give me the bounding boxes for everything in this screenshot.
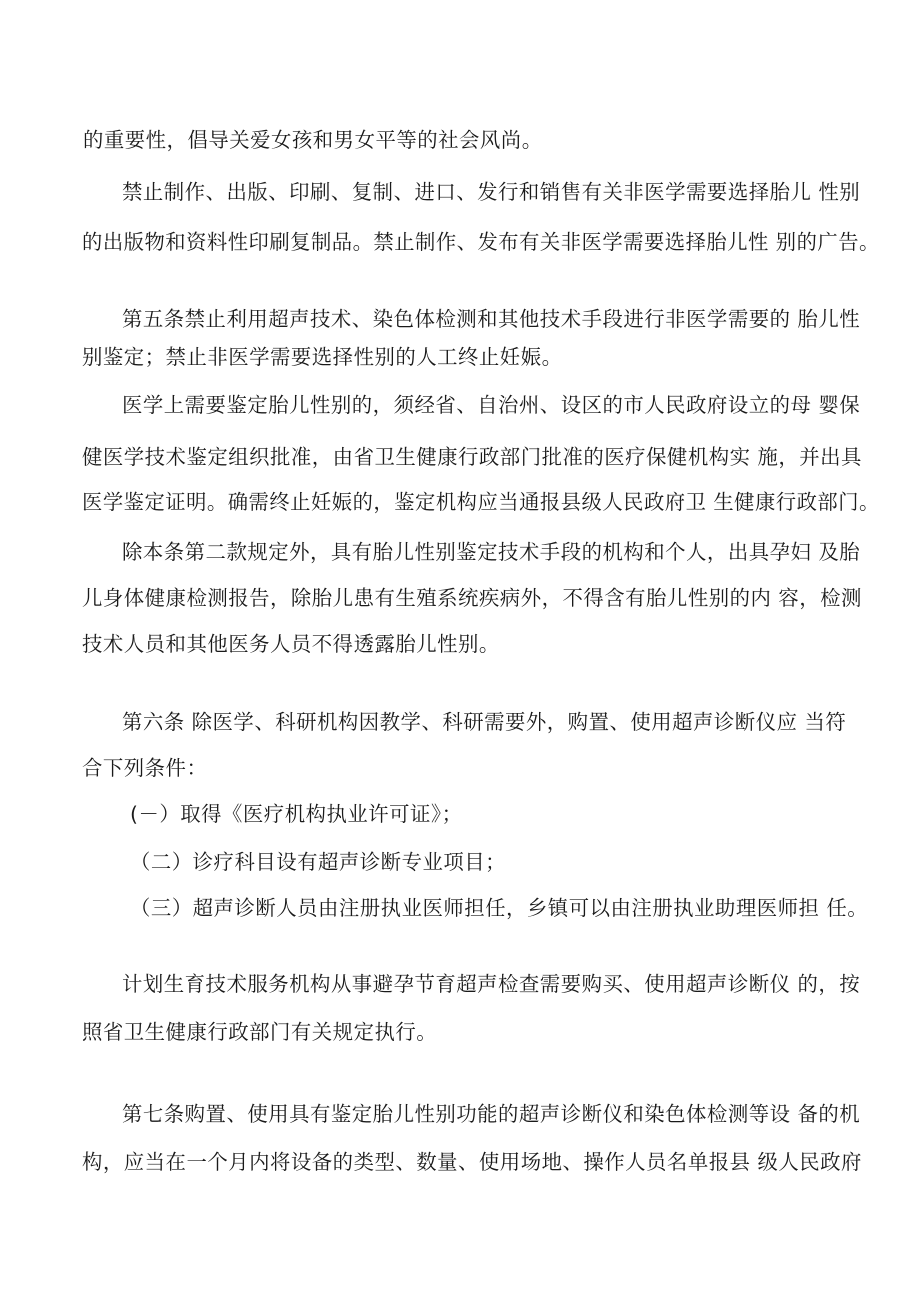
text-line: 计划生育技术服务机构从事避孕节育超声检查需要购买、使用超声诊断仪 的，按 — [122, 972, 861, 996]
text-line: 合下列条件： — [82, 756, 208, 780]
text-line: 第六条 除医学、科研机构因教学、科研需要外，购置、使用超声诊断仪应 当符 — [122, 710, 847, 734]
list-item: （三）超声诊断人员由注册执业医师担任，乡镇可以由注册执业助理医师担 任。 — [130, 896, 869, 920]
text-line: 的出版物和资料性印刷复制品。禁止制作、发布有关非医学需要选择胎儿性 别的广告。 — [82, 230, 880, 254]
text-line: 医学鉴定证明。确需终止妊娠的，鉴定机构应当通报县级人民政府卫 生健康行政部门。 — [82, 490, 880, 514]
text-line: 禁止制作、出版、印刷、复制、进口、发行和销售有关非医学需要选择胎儿 性别 — [122, 180, 861, 204]
text-line: 除本条第二款规定外，具有胎儿性别鉴定技术手段的机构和个人，出具孕妇 及胎 — [122, 540, 861, 564]
text-line: 健医学技术鉴定组织批准，由省卫生健康行政部门批准的医疗保健机构实 施，并出具 — [82, 445, 862, 469]
text-line: 儿身体健康检测报告，除胎儿患有生殖系统疾病外，不得含有胎儿性别的内 容，检测 — [82, 586, 862, 610]
text-line: 照省卫生健康行政部门有关规定执行。 — [82, 1020, 438, 1044]
text-line: 构，应当在一个月内将设备的类型、数量、使用场地、操作人员名单报县 级人民政府 — [82, 1150, 862, 1174]
text-line: 第五条禁止利用超声技术、染色体检测和其他技术手段进行非医学需要的 胎儿性 — [122, 307, 861, 331]
text-line: 别鉴定；禁止非医学需要选择性别的人工终止妊娠。 — [82, 345, 563, 369]
text-line: 技术人员和其他医务人员不得透露胎儿性别。 — [82, 632, 500, 656]
text-line: 第七条购置、使用具有鉴定胎儿性别功能的超声诊断仪和染色体检测等设 备的机 — [122, 1102, 861, 1126]
text-line: 的重要性，倡导关爱女孩和男女平等的社会风尚。 — [83, 128, 543, 152]
list-item: (－）取得《医疗机构执业许可证》； — [130, 802, 463, 826]
text-line: 医学上需要鉴定胎儿性别的，须经省、自治州、设区的市人民政府设立的母 婴保 — [122, 393, 861, 417]
list-item: （二）诊疗科目设有超声诊断专业项目； — [130, 850, 507, 874]
